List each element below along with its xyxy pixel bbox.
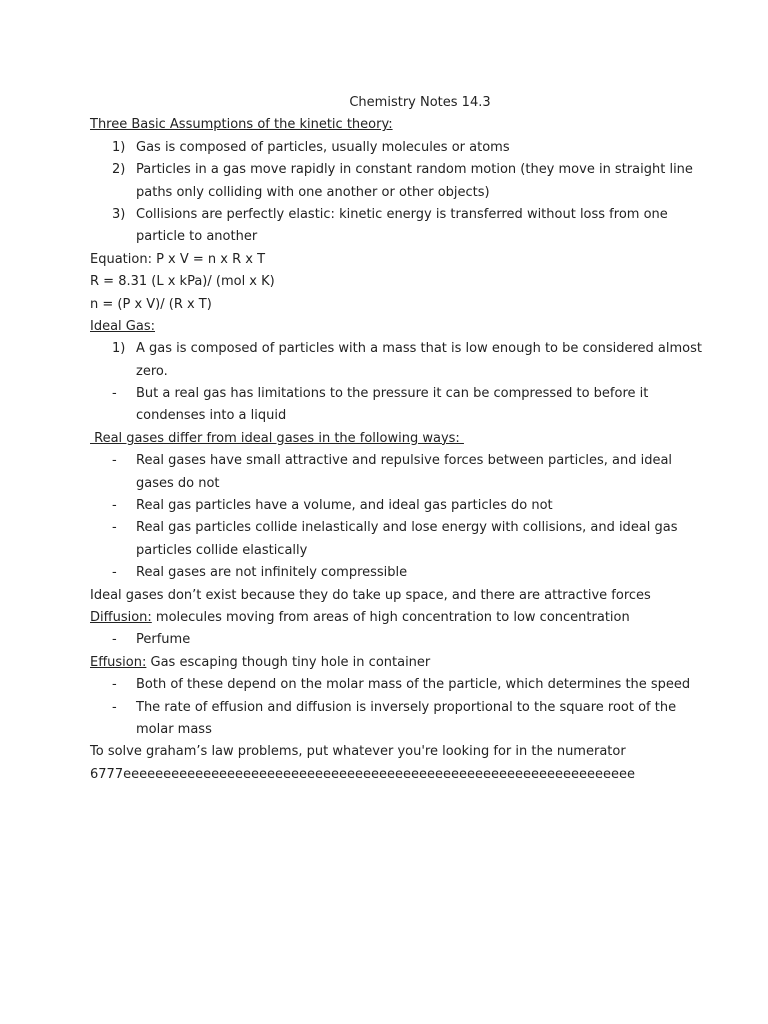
diffusion-term: Diffusion: — [90, 609, 152, 625]
gas-constant-line: R = 8.31 (L x kPa)/ (mol x K) — [90, 274, 275, 290]
list-item-text: particles collide elastically — [136, 542, 308, 558]
equation-line: Equation: P x V = n x R x T — [90, 251, 266, 267]
list-item-continuation — [90, 719, 690, 741]
list-item-text: gases do not — [136, 475, 220, 491]
ideal-gas-heading: Ideal Gas: — [90, 318, 155, 334]
list-item-continuation — [90, 540, 690, 562]
effusion-definition: Gas escaping though tiny hole in container — [146, 654, 431, 670]
list-item-continuation — [90, 226, 690, 248]
effusion-list — [90, 674, 690, 741]
list-item — [90, 517, 690, 539]
effusion-line — [90, 652, 690, 674]
list-marker: 2) — [112, 162, 126, 178]
list-item — [90, 204, 690, 226]
list-item-text: molar mass — [136, 721, 212, 737]
list-marker: - — [112, 565, 117, 581]
ideal-gas-list — [90, 338, 702, 428]
list-item — [90, 562, 690, 584]
list-marker: - — [112, 386, 117, 402]
diffusion-definition: molecules moving from areas of high concentration to low concentration — [151, 609, 630, 625]
moles-formula-line: n = (P x V)/ (R x T) — [90, 296, 212, 312]
list-item-text: But a real gas has limitations to the pressure it can be compressed to before it — [136, 386, 649, 402]
diffusion-line — [90, 607, 690, 629]
list-item-text: The rate of effusion and diffusion is inversely proportional to the square root of the — [136, 699, 677, 715]
list-item — [90, 674, 690, 696]
list-item — [90, 697, 690, 719]
real-gases-heading: Real gases differ from ideal gases in the following ways: — [90, 430, 464, 446]
list-marker: 3) — [112, 206, 126, 222]
list-marker: - — [112, 453, 117, 469]
real-gases-list — [90, 450, 690, 584]
list-item-text: Particles in a gas move rapidly in constant random motion (they move in straight line — [136, 162, 693, 178]
list-marker: 1) — [112, 341, 126, 357]
list-item-text: condenses into a liquid — [136, 408, 287, 424]
list-item-text: Real gases are not infinitely compressible — [136, 565, 408, 581]
list-item-continuation — [90, 361, 690, 383]
page-title: Chemistry Notes 14.3 — [349, 95, 491, 110]
diffusion-list — [90, 629, 690, 651]
list-item-text: Perfume — [136, 632, 191, 648]
list-item-text: paths only colliding with one another or other objects) — [136, 184, 490, 200]
list-marker: - — [112, 699, 117, 715]
list-item — [90, 629, 690, 651]
assumptions-list — [90, 137, 693, 249]
list-item — [90, 450, 690, 472]
stray-text: 6777eeeeeeeeeeeeeeeeeeeeeeeeeeeeeeeeeeeeeeeeeeeeeeeeeeeeeeeeeeeeeeee — [90, 766, 635, 782]
list-marker: 1) — [112, 139, 126, 155]
list-item-text: Both of these depend on the molar mass of the particle, which determines the speed — [136, 677, 691, 693]
list-item-text: Real gas particles collide inelastically and lose energy with collisions, and ideal gas — [136, 520, 678, 536]
list-marker: - — [112, 677, 117, 693]
list-item-text: Real gases have small attractive and repulsive forces between particles, and ideal — [136, 453, 673, 469]
list-item-text: zero. — [136, 363, 168, 379]
notes-body — [90, 92, 702, 786]
list-item-text: Real gas particles have a volume, and ideal gas particles do not — [136, 498, 553, 514]
list-item — [90, 495, 690, 517]
list-item-continuation — [90, 473, 690, 495]
grahams-law-note: To solve graham’s law problems, put whatever you're looking for in the numerator — [90, 744, 626, 760]
list-item-continuation — [90, 182, 690, 204]
ideal-gases-note: Ideal gases don’t exist because they do take up space, and there are attractive forces — [90, 587, 651, 603]
list-item — [90, 383, 690, 405]
list-item-text: particle to another — [136, 229, 258, 245]
list-item-text: Collisions are perfectly elastic: kinetic energy is transferred without loss from one — [136, 206, 668, 222]
list-item-text: Gas is composed of particles, usually molecules or atoms — [136, 139, 510, 155]
list-item-text: A gas is composed of particles with a mass that is low enough to be considered almost — [136, 341, 702, 357]
list-marker: - — [112, 520, 117, 536]
list-item — [90, 159, 693, 181]
assumptions-heading: Three Basic Assumptions of the kinetic theory: — [90, 117, 393, 133]
list-item — [90, 137, 690, 159]
list-item-continuation — [90, 405, 690, 427]
list-marker: - — [112, 632, 117, 648]
effusion-term: Effusion: — [90, 654, 147, 670]
list-marker: - — [112, 498, 117, 514]
list-item — [90, 338, 702, 360]
